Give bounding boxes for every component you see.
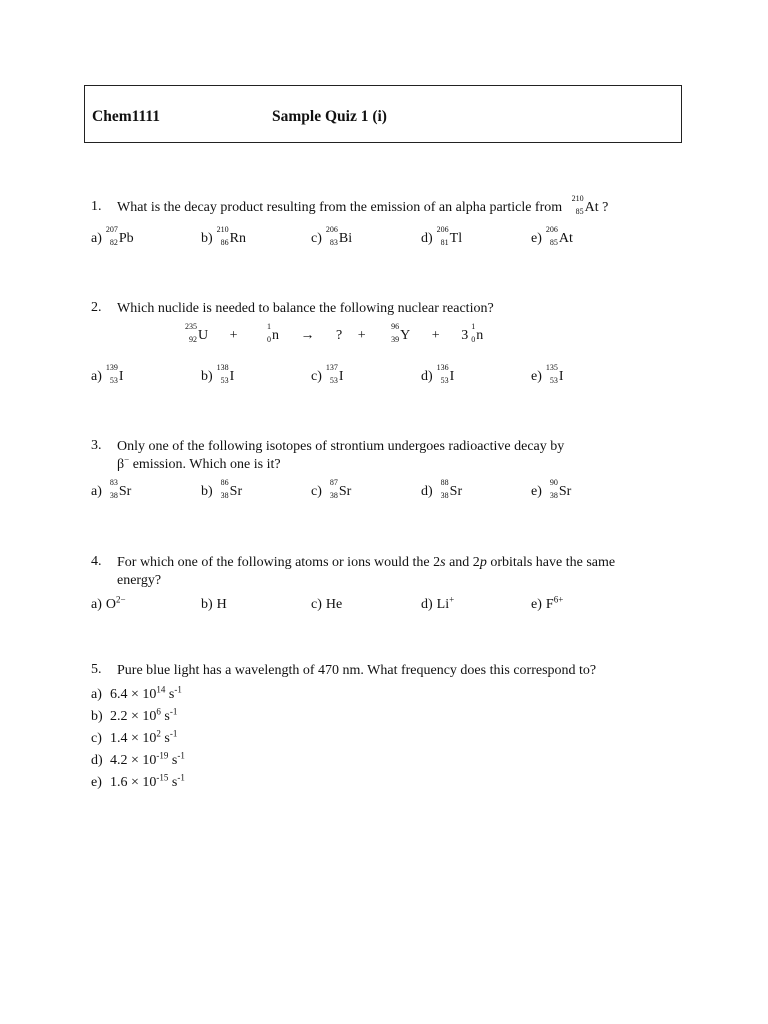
atomic-number: 38 [220,491,229,500]
q1-target-nuclide [571,194,599,217]
option-nuclide [216,225,247,248]
q5-option-d[interactable] [91,752,185,770]
atomic-number: 86 [220,238,229,247]
frequency-exponent: 6 [156,706,161,717]
option-label: e) [531,484,542,499]
frequency-mantissa: 4.2 × 10 [110,753,157,768]
option-nuclide [436,363,455,386]
q5-option-c[interactable] [91,730,177,748]
frequency-unit: s [165,687,175,702]
mass-number: 235 [185,322,197,331]
species-symbol: H [216,597,227,612]
frequency-exponent: 14 [156,684,166,695]
option-nuclide [216,363,235,386]
product-yttrium [387,322,411,345]
species-symbol: O [105,597,117,612]
mass-number: 210 [216,225,229,234]
option-nuclide [325,225,353,248]
option-label: a) [91,231,102,246]
option-nuclide [106,478,132,501]
q3-line2-rest: emission. Which one is it? [129,457,281,472]
option-nuclide [105,225,134,248]
mass-number: 86 [220,478,229,487]
option-label: e) [531,231,542,246]
mass-number: 139 [105,363,118,372]
q1-prompt: What is the decay product resulting from the emission of an alpha particle from [117,200,563,215]
q2-option-b[interactable] [201,363,235,386]
option-label: d) [421,484,433,499]
element-symbol: At [584,200,599,215]
frequency-mantissa: 2.2 × 10 [110,709,157,724]
q3-option-e[interactable] [531,478,572,501]
option-label: e) [91,775,102,790]
mass-number: 206 [325,225,338,234]
frequency-unit: s [168,753,178,768]
quiz-header-box [84,85,682,143]
element-symbol: Y [400,328,411,343]
species-symbol: Li [436,597,450,612]
q3-option-c[interactable] [311,478,352,501]
q3-text-line2 [117,456,281,474]
q1-number: 1. [91,199,102,214]
unit-exponent: -1 [177,772,185,783]
atomic-number: 85 [575,207,584,216]
option-label: a) [91,687,102,702]
charge: 2− [116,594,126,605]
q3-option-b[interactable] [201,478,243,501]
option-label: d) [421,369,433,384]
element-symbol: At [558,231,573,246]
mass-number: 210 [571,194,584,203]
option-nuclide [437,478,463,501]
element-symbol: Sr [558,484,572,499]
mass-number: 83 [109,478,118,487]
mass-number: 206 [545,225,558,234]
option-nuclide [546,478,572,501]
option-label: b) [201,369,213,384]
q1-option-c[interactable] [311,225,353,248]
q3-number: 3. [91,438,102,453]
mass-number: 96 [391,322,400,331]
option-label: d) [91,753,103,768]
mass-number: 136 [436,363,449,372]
option-label: d) [421,231,433,246]
q4-option-a[interactable] [91,596,126,614]
element-symbol: Rn [229,231,247,246]
atomic-number: 38 [329,491,338,500]
q4-text-part: orbitals have the same [486,555,616,570]
frequency-exponent: -15 [156,772,169,783]
beta-minus-sign: − [124,454,130,465]
atomic-number: 85 [549,238,558,247]
mass-number: 1 [267,322,272,331]
q4-text-part: For which one of the following atoms or ions would the 2 [117,555,441,570]
q2-number: 2. [91,300,102,315]
option-label: c) [311,369,322,384]
mass-number: 138 [216,363,229,372]
quiz-title: Sample Quiz 1 (i) [272,108,387,125]
option-label: e) [531,369,542,384]
q1-option-e[interactable] [531,225,573,248]
q4-option-d[interactable] [421,596,454,614]
mass-number: 135 [545,363,558,372]
option-label: b) [201,484,213,499]
plus-sign: + [357,328,366,343]
q5-option-e[interactable] [91,774,185,792]
q4-number: 4. [91,554,102,569]
element-symbol: Tl [449,231,463,246]
element-symbol: Sr [229,484,243,499]
option-label: c) [311,597,322,612]
option-label: a) [91,484,102,499]
reaction-arrow: → [300,328,315,343]
element-symbol: Sr [118,484,132,499]
reactant-uranium [185,322,209,345]
atomic-number: 53 [440,376,449,385]
course-code: Chem1111 [92,108,161,125]
option-label: a) [91,369,102,384]
q1-question-mark: ? [602,200,609,215]
frequency-unit: s [160,731,170,746]
option-label: c) [311,231,322,246]
unit-exponent: -1 [177,750,185,761]
q4-text-line2: energy? [117,573,162,588]
atomic-number: 38 [440,491,449,500]
q4-option-c[interactable] [311,596,342,614]
charge: + [449,594,455,605]
option-nuclide [545,363,564,386]
atomic-number: 39 [391,335,400,344]
mass-number: 87 [329,478,338,487]
element-symbol: Pb [118,231,134,246]
element-symbol: n [476,328,484,343]
atomic-number: 53 [109,376,118,385]
q4-option-e[interactable] [531,596,563,614]
q3-option-d[interactable] [421,478,463,501]
neutron-coefficient: 3 [461,328,469,343]
charge: 6+ [553,594,564,605]
element-symbol: U [198,328,209,343]
q4-orbital-s: s [440,555,446,570]
q2-option-d[interactable] [421,363,455,386]
option-label: d) [421,597,433,612]
frequency-unit: s [168,775,178,790]
frequency-mantissa: 1.4 × 10 [110,731,157,746]
q5-option-b[interactable] [91,708,177,726]
q4-orbital-p: p [479,555,487,570]
option-label: e) [531,597,542,612]
option-label: c) [311,484,322,499]
mass-number: 207 [105,225,118,234]
option-label: a) [91,597,102,612]
unit-exponent: -1 [169,728,178,739]
element-symbol: I [558,369,564,384]
plus-sign: + [229,328,238,343]
atomic-number: 38 [549,491,558,500]
element-symbol: Sr [449,484,463,499]
species-symbol: He [325,597,343,612]
element-symbol: Sr [338,484,352,499]
option-label: b) [201,597,213,612]
mass-number: 206 [436,225,449,234]
mass-number: 90 [549,478,558,487]
option-nuclide [217,478,243,501]
atomic-number: 53 [220,376,229,385]
q5-text: Pure blue light has a wavelength of 470 nm. What frequency does this correspond to? [117,663,597,678]
q1-option-b[interactable] [201,225,247,248]
atomic-number: 0 [471,335,476,344]
option-label: c) [91,731,102,746]
option-nuclide [325,363,344,386]
frequency-unit: s [160,709,170,724]
frequency-mantissa: 6.4 × 10 [110,687,157,702]
atomic-number: 38 [109,491,118,500]
unit-exponent: -1 [174,684,182,695]
atomic-number: 0 [267,335,272,344]
q1-text [117,194,609,217]
mass-number: 1 [471,322,476,331]
atomic-number: 53 [329,376,338,385]
atomic-number: 83 [329,238,338,247]
option-nuclide [105,363,124,386]
element-symbol: Bi [338,231,353,246]
frequency-exponent: -19 [156,750,169,761]
element-symbol: I [118,369,124,384]
q2-option-e[interactable] [531,363,564,386]
product-neutrons [468,322,484,345]
q4-option-b[interactable] [201,596,227,614]
q3-option-a[interactable] [91,478,132,501]
element-symbol: n [272,328,280,343]
atomic-number: 82 [109,238,118,247]
option-label: b) [91,709,103,724]
frequency-mantissa: 1.6 × 10 [110,775,157,790]
plus-sign: + [431,328,440,343]
unknown-nuclide: ? [336,328,343,343]
q4-text-part: and 2 [445,555,480,570]
frequency-exponent: 2 [156,728,161,739]
unit-exponent: -1 [169,706,178,717]
q5-option-a[interactable] [91,686,182,704]
option-nuclide [545,225,573,248]
q2-option-a[interactable] [91,363,124,386]
mass-number: 137 [325,363,338,372]
atomic-number: 92 [189,335,197,344]
q1-option-d[interactable] [421,225,463,248]
q1-option-a[interactable] [91,225,134,248]
atomic-number: 53 [549,376,558,385]
option-nuclide [326,478,352,501]
species-symbol: F [545,597,554,612]
option-label: b) [201,231,213,246]
element-symbol: I [229,369,235,384]
mass-number: 88 [440,478,449,487]
q3-text-line1: Only one of the following isotopes of strontium undergoes radioactive decay by [117,439,565,454]
q5-number: 5. [91,662,102,677]
beta-symbol: β [117,457,125,472]
element-symbol: I [338,369,344,384]
reactant-neutron [259,322,280,345]
atomic-number: 81 [440,238,449,247]
q2-text: Which nuclide is needed to balance the following nuclear reaction? [117,301,494,316]
q2-nuclear-reaction [185,322,484,345]
q2-option-c[interactable] [311,363,344,386]
element-symbol: I [449,369,455,384]
option-nuclide [436,225,463,248]
q4-text-line1 [117,554,615,572]
